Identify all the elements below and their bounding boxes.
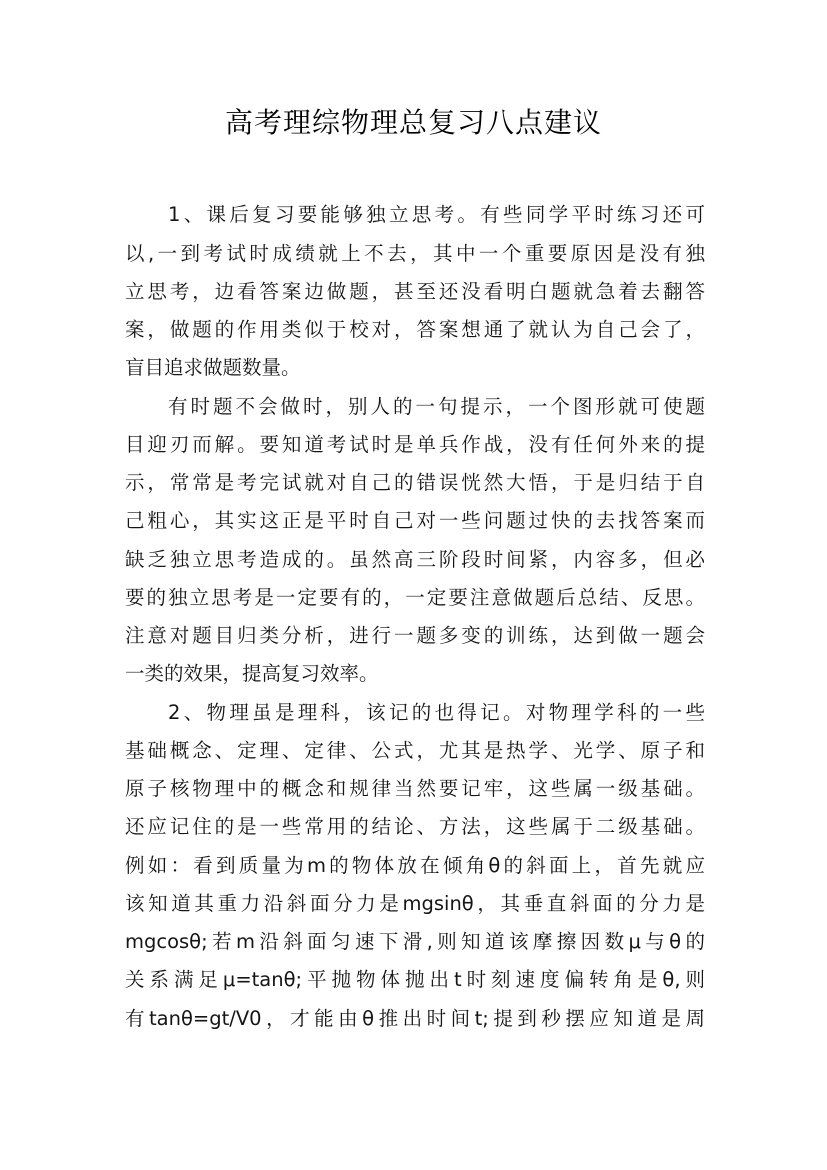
paragraph-line: 关系满足μ=tanθ;平抛物体抛出t时刻速度偏转角是θ,则	[125, 968, 705, 991]
paragraph-line: 2、物理虽是理科，该记的也得记。对物理学科的一些	[168, 701, 705, 724]
paragraph-line: 一类的效果，提高复习效率。	[125, 662, 379, 685]
paragraph-line: mgcosθ;若m沿斜面匀速下滑,则知道该摩擦因数μ与θ的	[125, 930, 705, 953]
paragraph-line: 缺乏独立思考造成的。虽然高三阶段时间紧，内容多，但必	[125, 548, 705, 571]
paragraph-line: 盲目追求做题数量。	[125, 356, 301, 379]
paragraph-line: 立思考，边看答案边做题，甚至还没看明白题就急着去翻答	[125, 280, 705, 303]
paragraph-line: 要的独立思考是一定要有的，一定要注意做题后总结、反思。	[125, 586, 705, 609]
paragraph-line: 案，做题的作用类似于校对，答案想通了就认为自己会了，	[125, 318, 705, 341]
paragraph-line: 还应记住的是一些常用的结论、方法，这些属于二级基础。	[125, 815, 705, 838]
document-title: 高考理综物理总复习八点建议	[224, 106, 602, 139]
paragraph-line: 该知道其重力沿斜面分力是mgsinθ，其垂直斜面的分力是	[125, 892, 705, 915]
paragraph-line: 以,一到考试时成绩就上不去，其中一个重要原因是没有独	[125, 242, 705, 265]
paragraph-line: 有tanθ=gt/V0，才能由θ推出时间t;提到秒摆应知道是周	[125, 1007, 705, 1030]
paragraph-line: 原子核物理中的概念和规律当然要记牢，这些属一级基础。	[125, 777, 705, 800]
paragraph-line: 己粗心，其实这正是平时自己对一些问题过快的去找答案而	[125, 509, 705, 532]
paragraph-line: 基础概念、定理、定律、公式，尤其是热学、光学、原子和	[125, 739, 705, 762]
paragraph-line: 注意对题目归类分析，进行一题多变的训练，达到做一题会	[125, 624, 705, 647]
paragraph-line: 例如：看到质量为m的物体放在倾角θ的斜面上，首先就应	[125, 854, 705, 877]
paragraph-line: 示，常常是考完试就对自己的错误恍然大悟，于是归结于自	[125, 471, 705, 494]
paragraph-line: 有时题不会做时，别人的一句提示，一个图形就可使题	[168, 395, 705, 418]
paragraph-line: 1、课后复习要能够独立思考。有些同学平时练习还可	[168, 203, 705, 226]
paragraph-line: 目迎刃而解。要知道考试时是单兵作战，没有任何外来的提	[125, 433, 705, 456]
